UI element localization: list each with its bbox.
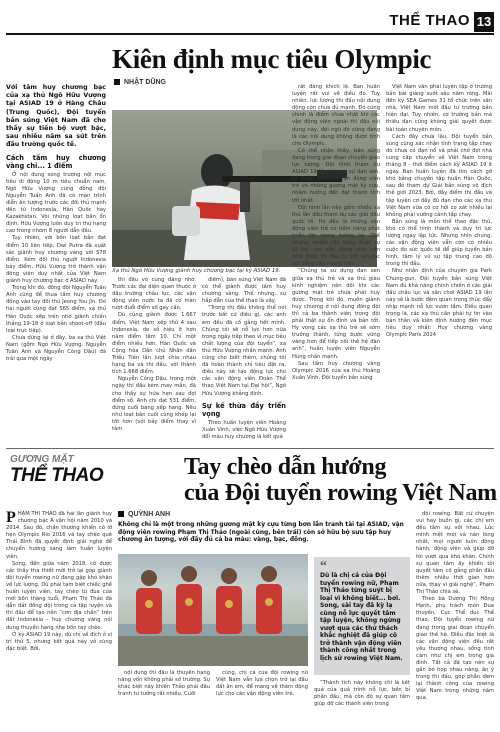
byline-marker xyxy=(114,79,120,85)
paragraph: Tuy nhiên, với bốn loạt bắn đạt điểm 10 liên tiếp, Dwi Putra đã xuất sắc giành huy chương vàng với 578 điểm. Kém đối thủ người Indonesia bảy điểm, Hữu Vượng trở thành vận động viên duy nhất của Việt Nam giành huy chương bạc ở ASIAD này. xyxy=(6,235,106,285)
article1-byline-name: NHẬT DŨNG xyxy=(124,79,166,86)
page-header xyxy=(0,12,500,34)
rowing-team-photo xyxy=(118,554,308,666)
photo1-caption: Xạ thủ Ngô Hữu Vượng giành huy chương bạc tại kỳ ASIAD 19. xyxy=(112,268,281,274)
paragraph: Cách đây chưa lâu, Đội tuyển bắn súng cũng xác nhận tình trạng tập chay do chưa có đạn nổ và phải chờ đợi nhà cung cấp chuyển về Việt Nam trong tháng 8 - thời điểm cách kỳ ASIAD 19 ít ngày. Ban huấn luyện đã tìm cách gỡ khó bằng chuyến tập huấn Hàn Quốc, sau đó tham dự Giải bắn súng vô địch thế giới 2023. Bởi, đây điểm thi đấu và tập luyện cơ đầy đủ đạn cho các xạ thủ Việt Nam vừa có cơ hội cọ xát nhiều lại không phải vướng cảnh tập chay. xyxy=(386,133,492,218)
paragraph: Theo bà Dương Thị Hồng Hạnh, phụ trách môn Đua thuyền, Cục Thể dục Thể thao, Đội tuyển rowing nữ đang trong giai đoạn chuyển giao thế hệ. Điều đặc biệt là các vận động viên đều rất yêu thương nhau, sống tình cảm như chị em trong gia đình. Tất cả đã tạo nên sự gắn bó hợp nhau năng, ân ý trong thi đấu, góp phần đem lại thành công của rowing Việt Nam trong những năm qua. xyxy=(416,596,494,702)
paragraph: “Chúng ta sử dụng đan xen giữa xạ thủ trẻ và xạ thủ giàu kinh nghiệm nên dồi khi các gương mặt trẻ chưa phát huy được. Trong khi đó, muốn giành huy chương ở nội dung đồng đội thì cả ba thành viên trong đội phải thật sự ổn định và bắn tốt. Hy vọng các xạ thủ trẻ sẽ sớm trưởng thành, từng bước vững vàng hơn để tiếp nối thế hệ đàn anh”, huấn luyện viên Nguyễn Hùng nhấn mạnh. xyxy=(292,268,380,360)
article2-byline-name: QUỲNH ANH xyxy=(128,511,171,518)
article1-column-5 xyxy=(386,84,492,445)
article1-headline: Kiên định mục tiêu Olympic xyxy=(112,44,432,74)
paragraph: điểm), bắn súng Việt Nam đã có thể giành được tấm huy chương vàng. Thế nhưng, sự hấp dẫn của thể thao là vậy. xyxy=(202,277,286,305)
page-number: 13 xyxy=(474,12,494,32)
paragraph: nội dung thi đấu là thuyền hạng năng vốn không phải sở trường. Sự khác biệt này khiến Thảo phải đấu tranh tư tưởng rất nhiều. Cuối xyxy=(118,670,210,698)
article1-lead: Với tấm huy chương bạc của xạ thủ Ngô Hữu Vượng tại ASIAD 19 ở Hàng Châu (Trung Quốc), Đội tuyển bắn súng Việt Nam đã cho thấy sự tiến bộ vượt bậc, sau nhiều năm sa sút trên đấu trường quốc tế. xyxy=(6,84,106,149)
paragraph: Trong khi đó, đồng đội Nguyễn Tuấn Anh cũng để thua tấm huy chương đồng vào tay đối thủ Jeong You Jin. Đó hai người cùng đạt 565 điểm, xạ thủ Hàn Quốc xếp trên nhờ giành chiến thắng 19-18 ở loạt bắn shoot-off (đấu loại trực tiếp). xyxy=(6,285,106,334)
paragraph: thi đấu vô cùng đáng nhớ. Trước các đại diện quen thuộc ở đấu trường châu lục, các vận động viên nước ta đã có màn rượt đuổi điểm số gay cấn. xyxy=(112,277,196,312)
paragraph xyxy=(6,511,112,561)
pull-quote xyxy=(314,557,410,675)
paragraph: Ở kỳ ASIAD 19 này, dù chỉ về đích ở vị trí thứ 5, nhưng kết quả này vô cùng đặc biệt. Bởi, xyxy=(6,631,112,652)
article2-column-5 xyxy=(416,511,494,729)
article2-headline-line2: của Đội tuyển rowing Việt Nam xyxy=(184,480,497,506)
paragraph: Có thể nhận thấy, bắn súng đang trong giai đoạn chuyển giao lực lượng. Đội hình tham dự ASIAD 19 lần này có sự đan xen, kế thừa, gồm cả vận động viên trẻ và những gương mặt kỳ cựu, nhằm hướng đến đạt thành tích tốt nhất. xyxy=(292,147,380,204)
paragraph: Bắn súng là môn thể thao đặc thù, khó có thể hình thành và duy trì lực lượng ngay lập tức. Nhưng nhìn chung, các vận động viên vẫn còn có nhiều cuộc đo sức quốc tế để giúp tuyển bắn hình, tâm lý vũ sự tập trung cao độ trong thi đấu. xyxy=(386,218,492,268)
paragraph-text: HẠM THỊ THẢO đã hai lần giành huy chương bạc Á vận hội năm 2010 và 2014. Sau đó, chấn thương khiến cô lỡ hẹn Olympic Rio 2016 và tay chèo quê Thái Bình đã quyết định giải nghệ để chuyển hướng sang làm huấn luyện viên. xyxy=(6,511,112,560)
byline-marker xyxy=(118,511,124,517)
article2-headline-line1: Tay chèo dẫn hướng xyxy=(184,454,387,480)
paragraph: “Trong thi đấu không thể nói trước bất cứ điều gì, các anh em đều đã cố gắng hết mình. Chúng tôi sẽ nỗ lực hơn nữa trong ngày tiếp theo vì mục tiêu chất lượng của đội tuyển”, xạ thủ Hữu Vượng nhấn mạnh. Anh cũng cho biết thêm, chúng tôi đã hoàn thành chỉ tiêu đặt ra, điều này sẽ tạo động lực cho các vận động viên Đoàn Thể thao Việt Nam tại Đại hội”, Ngô Hữu Vượng khẳng định. xyxy=(202,305,286,397)
article-divider xyxy=(6,448,494,449)
article2-byline xyxy=(118,511,170,518)
header-rule xyxy=(6,33,494,35)
paragraph: Như nhận định của chuyên gia Park Chung-gun, Đội tuyển bắn súng Việt Nam đủ khả năng chinh chiến ở các giải đấu châu lục và sân chơi ASIAD 19 lần này sẽ là bước đệm quan trọng thúc đẩy nhịp mạnh nỗ lực vươn tầm. Điều quan trọng là, các xạ thủ cần phải tự tin vào bản thân và kiên định hướng đến mục tiêu duy nhất: Huy chương vàng Olympic Paris 2024 xyxy=(386,268,492,339)
article1-subhead-1: Cách tấm huy chương vàng chỉ... 1 điểm xyxy=(6,153,106,170)
article1-column-2 xyxy=(112,277,196,445)
dropcap: P xyxy=(6,511,16,526)
quote-mark-icon: “ xyxy=(320,559,327,574)
paragraph: Sau tấm huy chương vàng Olympic 2016 của xạ thủ Hoàng Xuân Vinh, Đội tuyển bắn súng xyxy=(292,360,380,381)
column-logo xyxy=(10,454,178,506)
rowing-team-illustration xyxy=(118,554,308,666)
pull-quote-text: Dù là chị cả của Đội tuyển rowing nữ, Phạm Thị Thảo từng suýt bị loại vì không biết... bơi. Song, sài tay đã kỳ lạ cùng nỗ lực quyết tâm tập luyện, không ngừng vượt qua các thử thách khắc nghiệt đã giúp cô trở thành vận động viên thành công nhất trong lịch sử rowing Việt Nam. xyxy=(320,572,403,662)
paragraph: Đội hình lần này gồm nhiều xạ thủ lần đầu tham dự các giải đấu quốc tế. Họ đều là những vận động viên trẻ có tiềm năng phát triển lớn trong tương lai. Thế nhưng, muốn xây dựng được sự tự tin, các vận động viên cần phải được thi đấu cọ xát liên tục với đẳng cấp mạnh hơn. xyxy=(292,204,380,268)
paragraph: Ở nội dung song trượng nội mục tiêu di động 10 m tiêu chuẩn nam, Ngô Hữu Vượng cùng đồng đội Nguyễn Tuấn Anh đã có màn trình diễn ấn tượng trước các đối thủ mạnh đến từ Indonesia, Hàn Quốc hay Kazakhstan. Vòi những loạt bắn ổn định, Hữu Vượng luôn duy trì thứ hạng cao trong nhóm 8 người dẫn đầu. xyxy=(6,171,106,235)
paragraph: Dù cùng giành được 1.667 điểm, Việt Nam xếp thứ 4 sau Indonesia, do số hiệu ít hơn năm điểm tâm 10. Chỉ một điểm nhiều hơn, Hàn Quốc và Cộng hòa Dân chủ Nhân dân Triều Tiên lần lượt chia nhau hạng ba và thi đấu, với thành tích 1.668 điểm. xyxy=(112,312,196,376)
article2-column-1 xyxy=(6,511,112,729)
paragraph: Theo huấn luyện viên Hoàng Xuân Vinh, việc Ngô Hữu Vượng đổi màu huy chương là kết quả xyxy=(202,419,286,440)
article2-column-2 xyxy=(118,670,210,728)
paragraph: rất đáng khích lệ. Ban huấn luyện rất vui về điều đó. Tuy nhiên, lực lượng thi đấu nội dung động còn chưa đủ mạnh. Đó cũng chính là điểm chưa nhất khi các vận động viên ngoài thi đấu nội dung này, đội ngũ đó cũng đang là các nội dung không được tính cho Olympic. xyxy=(292,84,380,147)
paragraph: “Thành tích này không chỉ là kết quả của quá trình nỗ lực, bền bỉ phấn đấu, mà còn đó sự quan tâm giúp đỡ các thành viên trong xyxy=(314,680,410,708)
paragraph: Việt Nam vẫn phải luyện tập ở trường bắn bài giảng suốt sáu năm ròng. Mãi đến kỳ SEA Games 31 tổ chức trên sân nhà, Việt Nam mới đầu tư trường bắn hiện đại. Tuy nhiên, cơ trường bắn mà thiếu đạn cũng không giải quyết được bài toán chuyên môn. xyxy=(386,84,492,133)
column-logo-top: GƯƠNG MẶT xyxy=(10,454,74,465)
paragraph: Song, đến giữa năm 2018, cô được các thầy tha thiết mời trở lại góp giành đội tuyển rowing nữ đang gặp khó khăn về lực lượng. Dù phải tạm biệt chiếc ghế huấn luyện viên, tay chèo từ đùa của mới bồn thăng tuổi, Phạm Thị Thảo đã dẫn dắt đồng đội trong cả tập luyện và thi đấu để tạo nên “cơn địa chấn” trên đất Indonesia - huy chương vàng nội dung thuyền hạng nhẹ bốn tay chèo. xyxy=(6,560,112,631)
article2-column-4 xyxy=(314,680,410,728)
paragraph: cùng, chị cả của đội rowing nữ Việt Nam vẫn lựa chọn trở lại đấu đất ân em, để mang về thêm động lực cho các vận động viên trẻ. xyxy=(216,670,308,698)
paragraph: Chưa dừng lại ở đây, ba xạ thủ Việt Nam (gồm Ngô Hữu Vượng, Nguyễn Tuấn Anh và Nguyễn Công Dậu) đã trải qua một ngày xyxy=(6,334,106,363)
article1-column-1 xyxy=(6,84,106,444)
paragraph: đội rowing. Bất cứ chuyện vui hay buồn gì, các chị em đều tâm sự với nhau. Lúc mình mệt mỏi và nản lòng nhất, mọi người luôn động hành, động viên và giúp đỡ tôi vượt qua khó khăn. Chính sự quan tâm ấy khiến tôi quyết tâm cố gắng phấn đấu thêm nhiều thời gian hơn nữa, thay vì giải nghệ”, Phạm Thị Thảo chia sẻ. xyxy=(416,511,494,596)
section-label: THỂ THAO xyxy=(389,12,470,29)
article2-column-3 xyxy=(216,670,308,728)
article1-subhead-2: Sự kế thừa đầy triển vọng xyxy=(202,401,286,418)
article1-byline xyxy=(114,79,166,86)
column-logo-main: THỂ THAO xyxy=(10,465,104,486)
article2-lead: Không chỉ là một trong những gương mặt kỳ cựu từng bơn lần tranh tài tại ASIAD, vận động viên rowing Phạm Thị Thảo (ngoài cùng, bên trái) còn sở hữu bộ sưu tập huy chương ấn tượng, với đầy đủ cả ba màu: vàng, bạc, đồng. xyxy=(118,522,404,544)
article1-column-3 xyxy=(202,277,286,445)
paragraph: Nguyễn Công Dậu, trong một ngày thi đấu kém may mắn, đã cho thấy sự hứa hẹn sau đợi điểm số. Anh chỉ đạt 531 điểm, đứng cuối bảng xếp hạng. Nếu như loạt bắn cuối cùng khép lại tốt hơn (với bảy điểm thay vì tám xyxy=(112,376,196,432)
article1-column-4 xyxy=(292,84,380,445)
